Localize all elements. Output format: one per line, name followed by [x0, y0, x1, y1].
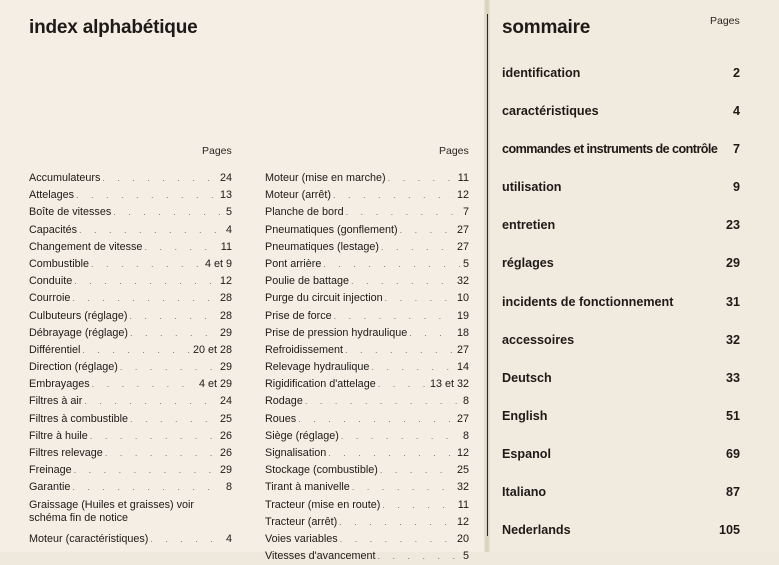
index-entry-page: 4 [225, 532, 232, 545]
index-entry [265, 222, 469, 239]
summary-entry-page: 4 [732, 104, 740, 119]
index-entry-page: 5 [225, 206, 232, 219]
index-entry-page: 29 [219, 326, 232, 339]
summary-entry-page: 9 [732, 180, 740, 195]
index-entry-page: 12 [219, 275, 232, 288]
index-entry [265, 325, 469, 342]
index-entry [29, 187, 232, 204]
dot-leader [129, 308, 217, 325]
summary-entry [502, 58, 740, 96]
index-entry-page: 24 [219, 395, 232, 408]
summary-entry-label: identification [502, 66, 581, 80]
index-entry-page: 12 [456, 515, 469, 528]
summary-title: sommaire [502, 17, 591, 38]
index-entry [265, 479, 469, 496]
dot-leader [339, 514, 454, 531]
index-entry [265, 342, 469, 359]
dot-leader [72, 290, 217, 307]
dot-leader [130, 411, 217, 428]
dot-leader [323, 256, 460, 273]
summary-entry-page: 23 [725, 218, 740, 233]
summary-entry-label: Nederlands [502, 523, 571, 538]
index-entry-label: Pneumatiques (gonflement) [265, 223, 398, 236]
index-entry-label: Attelages [29, 189, 75, 202]
dot-leader [84, 393, 217, 410]
index-entry [265, 428, 469, 445]
index-entry [29, 428, 232, 445]
dot-leader [340, 531, 454, 548]
index-entry-label: Pneumatiques (lestage) [265, 240, 380, 253]
index-entry-label: Purge du circuit injection [265, 292, 383, 305]
summary-list [502, 58, 740, 553]
index-entry-label: Poulie de battage [265, 275, 350, 288]
index-entry-label: Tracteur (arrêt) [265, 515, 338, 528]
index-entry-label: Tirant à manivelle [265, 481, 350, 494]
index-entry [29, 462, 232, 479]
dot-leader [150, 531, 223, 548]
index-entry-label: Courroie [29, 292, 71, 305]
index-entry-label: Filtres à air [29, 395, 83, 408]
index-entry-page: 5 [462, 257, 469, 270]
dot-leader [72, 479, 223, 496]
index-entry [265, 170, 469, 187]
summary-entry [502, 287, 740, 325]
index-entry-page: 27 [456, 240, 469, 253]
index-entry-page: 25 [219, 412, 232, 425]
dot-leader [351, 273, 454, 290]
index-entry-label: Garantie [29, 481, 71, 494]
summary-entry [502, 134, 740, 172]
index-entry-label: Combustible [29, 257, 90, 270]
dot-leader [371, 359, 454, 376]
index-entry-page: 14 [456, 361, 469, 374]
summary-entry-label: Italiano [502, 485, 547, 500]
index-entry-label: Relevage hydraulique [265, 361, 370, 374]
summary-entry [502, 96, 740, 134]
index-entry [29, 273, 232, 290]
index-entry [29, 531, 232, 548]
index-entry-label: Rigidification d'attelage [265, 378, 376, 391]
index-entry [29, 411, 232, 428]
index-entry-page: 20 et 28 [192, 343, 232, 356]
index-entry-label: Voies variables [265, 532, 338, 545]
index-entry-label: Moteur (caractéristiques) [29, 532, 149, 545]
index-entry-page: 11 [457, 498, 469, 511]
index-entry-page: 27 [456, 343, 469, 356]
index-entry [265, 204, 469, 221]
summary-entry-page: 31 [725, 294, 740, 309]
index-entry-label: Conduite [29, 275, 73, 288]
pages-header-col1: Pages [202, 145, 232, 157]
summary-entry-page: 2 [732, 66, 740, 80]
dot-leader [92, 376, 196, 393]
index-entry-page: 20 [456, 532, 469, 545]
summary-entry-label: caractéristiques [502, 104, 599, 119]
dot-leader [130, 325, 217, 342]
index-entry-label: Roues [265, 412, 297, 425]
pages-header-col2: Pages [439, 145, 469, 157]
dot-leader [113, 204, 223, 221]
index-column-1 [29, 170, 232, 548]
index-entry [265, 411, 469, 428]
index-entry-page: 29 [219, 361, 232, 374]
index-entry-label: Vitesses d'avancement [265, 550, 376, 563]
index-entry-label: Changement de vitesse [29, 240, 143, 253]
index-entry [29, 308, 232, 325]
index-entry-label: Filtres à combustible [29, 412, 129, 425]
index-entry-label: Planche de bord [265, 206, 344, 219]
index-entry [29, 325, 232, 342]
index-entry [265, 239, 469, 256]
index-entry [29, 239, 232, 256]
dot-leader [352, 479, 454, 496]
index-entry-page: 28 [219, 309, 232, 322]
summary-entry [502, 401, 740, 439]
summary-pages-header: Pages [710, 15, 740, 27]
dot-leader [144, 239, 217, 256]
dot-leader [385, 290, 454, 307]
index-entry-page: 24 [219, 172, 232, 184]
index-entry [265, 462, 469, 479]
index-entry [29, 393, 232, 410]
summary-entry-page: 7 [732, 142, 740, 157]
index-entry-page: 27 [456, 412, 469, 425]
index-entry [29, 170, 232, 187]
index-entry-page: 8 [462, 429, 469, 442]
dot-leader [305, 393, 460, 410]
index-entry-page: 4 [225, 223, 232, 236]
index-entry [29, 359, 232, 376]
index-entry-page: 26 [219, 429, 232, 442]
index-entry-page: 19 [456, 309, 469, 322]
dot-leader [79, 222, 223, 239]
dot-leader [102, 170, 217, 187]
summary-entry-page: 32 [725, 332, 740, 347]
index-entry-page: 7 [462, 206, 469, 219]
index-entry-page: 5 [462, 550, 469, 563]
dot-leader [381, 239, 454, 256]
index-entry [265, 531, 469, 548]
index-entry-page: 32 [456, 275, 469, 288]
index-entry-label: Tracteur (mise en route) [265, 498, 381, 511]
vertical-divider [487, 14, 488, 536]
summary-entry [502, 325, 740, 363]
dot-leader [90, 428, 217, 445]
index-entry [265, 445, 469, 462]
index-entry [29, 204, 232, 221]
index-entry [265, 393, 469, 410]
index-entry [265, 376, 469, 393]
index-entry-label: Filtres relevage [29, 447, 103, 459]
index-entry-page: 10 [456, 292, 469, 305]
index-entry-label: Freinage [29, 464, 72, 477]
index-entry [29, 222, 232, 239]
summary-entry-page: 87 [725, 485, 740, 500]
index-entry [29, 290, 232, 307]
index-entry [29, 342, 232, 359]
index-entry-label: Débrayage (réglage) [29, 326, 129, 339]
index-entry-label: Capacités [29, 223, 78, 236]
summary-entry-page: 51 [725, 408, 740, 423]
index-entry-page: 8 [225, 481, 232, 494]
index-entry-label: Graissage (Huiles et graisses) voir schéma fin de notice [29, 498, 195, 524]
dot-leader [378, 548, 460, 565]
dot-leader [120, 359, 217, 376]
index-entry [29, 479, 232, 496]
dot-leader [378, 376, 427, 393]
index-title: index alphabétique [29, 17, 198, 38]
index-entry-label: Siège (réglage) [265, 429, 339, 442]
dot-leader [74, 273, 217, 290]
index-entry [265, 514, 469, 531]
index-entry-label: Signalisation [265, 447, 327, 459]
index-entry-label: Boîte de vitesses [29, 206, 112, 219]
dot-leader [334, 308, 454, 325]
index-entry-page: 4 et 9 [204, 257, 232, 270]
dot-leader [74, 462, 217, 479]
dot-leader [298, 411, 454, 428]
summary-entry-page: 69 [725, 446, 740, 461]
summary-entry-label: English [502, 408, 548, 423]
index-entry-page: 11 [220, 240, 232, 253]
dot-leader [388, 170, 455, 187]
summary-entry-label: accessoires [502, 332, 575, 347]
index-entry-label: Stockage (combustible) [265, 464, 378, 477]
summary-entry-label: entretien [502, 218, 556, 233]
index-entry-page: 28 [219, 292, 232, 305]
index-entry-label: Moteur (mise en marche) [265, 172, 386, 184]
dot-leader [328, 445, 454, 462]
index-entry-label: Direction (réglage) [29, 361, 118, 374]
index-entry [265, 548, 469, 565]
dot-leader [345, 342, 454, 359]
summary-entry [502, 363, 740, 401]
index-entry-label: Refroidissement [265, 343, 344, 356]
dot-leader [341, 428, 460, 445]
index-entry-label: Prise de pression hydraulique [265, 326, 408, 339]
index-entry [29, 376, 232, 393]
index-entry-page: 13 [219, 189, 232, 202]
index-entry [265, 497, 469, 514]
summary-entry [502, 210, 740, 248]
dot-leader [400, 222, 454, 239]
index-entry-label: Pont arrière [265, 257, 322, 270]
index-entry-label: Différentiel [29, 343, 81, 356]
index-entry [29, 497, 232, 531]
summary-entry-page: 33 [725, 370, 740, 385]
index-entry [29, 445, 232, 462]
index-entry [265, 273, 469, 290]
index-entry [265, 290, 469, 307]
summary-entry [502, 248, 740, 286]
summary-entry [502, 477, 740, 515]
index-entry-label: Filtre à huile [29, 429, 88, 442]
index-entry-label: Rodage [265, 395, 303, 408]
index-entry-label: Moteur (arrêt) [265, 189, 331, 202]
index-entry [265, 187, 469, 204]
summary-entry-page: 29 [725, 256, 740, 271]
dot-leader [380, 462, 454, 479]
index-entry-page: 18 [456, 326, 469, 339]
index-column-2 [265, 170, 469, 565]
dot-leader [76, 187, 217, 204]
index-entry [265, 256, 469, 273]
dot-leader [82, 342, 190, 359]
index-entry-page: 8 [462, 395, 469, 408]
index-entry-page: 25 [456, 464, 469, 477]
index-entry-page: 27 [456, 223, 469, 236]
index-entry-label: Embrayages [29, 378, 90, 391]
index-entry [29, 256, 232, 273]
summary-entry-label: incidents de fonctionnement [502, 294, 674, 309]
dot-leader [91, 256, 202, 273]
summary-entry [502, 439, 740, 477]
summary-entry-label: commandes et instruments de contrôle [502, 142, 718, 157]
index-entry-label: Culbuteurs (réglage) [29, 309, 128, 322]
index-entry-page: 4 et 29 [198, 378, 232, 391]
dot-leader [333, 187, 454, 204]
dot-leader [409, 325, 454, 342]
index-entry-page: 12 [456, 189, 469, 202]
index-entry [265, 308, 469, 325]
summary-entry [502, 515, 740, 553]
index-entry-label: Accumulateurs [29, 172, 101, 184]
summary-entry-label: Espanol [502, 446, 551, 461]
summary-entry-label: Deutsch [502, 370, 552, 385]
index-entry-page: 32 [456, 481, 469, 494]
summary-entry-page: 105 [718, 523, 740, 538]
index-entry-page: 13 et 32 [429, 378, 469, 391]
summary-entry-label: utilisation [502, 180, 562, 195]
dot-leader [105, 445, 217, 462]
summary-entry [502, 172, 740, 210]
dot-leader [346, 204, 460, 221]
index-entry-page: 12 [456, 447, 469, 459]
index-entry-page: 11 [457, 172, 469, 184]
summary-entry-label: réglages [502, 256, 554, 271]
index-entry [265, 359, 469, 376]
index-entry-page: 26 [219, 447, 232, 459]
dot-leader [382, 497, 454, 514]
index-entry-label: Prise de force [265, 309, 332, 322]
index-entry-page: 29 [219, 464, 232, 477]
